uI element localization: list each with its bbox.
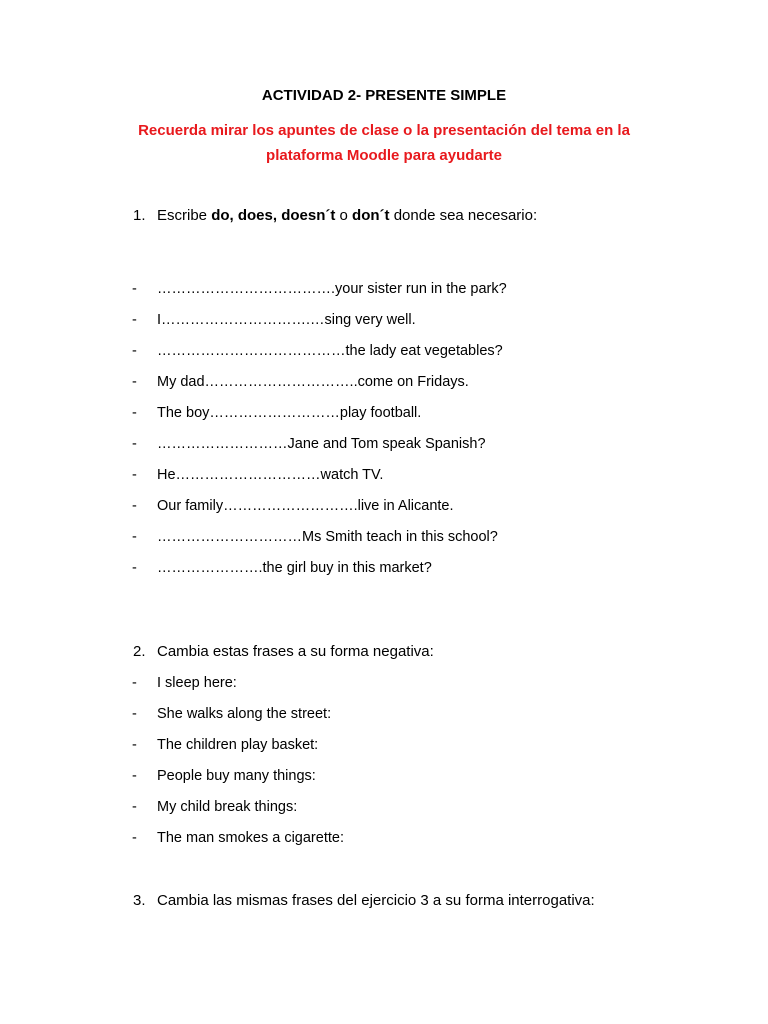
sentence-text: He…………………………watch TV.	[157, 467, 384, 483]
bullet-dash: -	[132, 281, 137, 297]
sentence-text: …………………………………the lady eat vegetables?	[157, 343, 503, 359]
sentence-text: People buy many things:	[157, 768, 316, 784]
sentence-text: Our family……………………….live in Alicante.	[157, 498, 454, 514]
bullet-dash: -	[132, 768, 137, 784]
sentence-text: The children play basket:	[157, 737, 319, 753]
question-3	[133, 892, 595, 909]
bullet-dash: -	[132, 498, 137, 514]
question-2	[133, 643, 434, 660]
question-1-number: 1.	[133, 207, 146, 224]
question-1-text-b: o	[335, 207, 353, 224]
sentence-text: The man smokes a cigarette:	[157, 830, 344, 846]
bullet-dash: -	[132, 374, 137, 390]
bullet-dash: -	[132, 529, 137, 545]
sentence-text: I………………………….…sing very well.	[157, 312, 416, 328]
question-1-text-a: Escribe	[157, 207, 212, 224]
question-1-bold-word-2: don´t	[352, 207, 390, 224]
bullet-dash: -	[132, 830, 137, 846]
question-2-number: 2.	[133, 643, 146, 660]
bullet-dash: -	[132, 675, 137, 691]
bullet-dash: -	[132, 343, 137, 359]
sentence-text: ……………………………….your sister run in the park?	[157, 281, 507, 297]
question-1-bold-words: do, does, doesn´t	[211, 207, 336, 224]
page-title: ACTIVIDAD 2- PRESENTE SIMPLE	[261, 87, 507, 104]
question-1-text-c: donde sea necesario:	[389, 207, 538, 224]
question-2-text: Cambia estas frases a su forma negativa:	[157, 643, 434, 660]
bullet-dash: -	[132, 560, 137, 576]
question-1	[133, 207, 537, 224]
question-3-text: Cambia las mismas frases del ejercicio 3 a su forma interrogativa:	[157, 892, 595, 909]
sentence-text: ………………………Jane and Tom speak Spanish?	[157, 436, 486, 452]
instructions-note: Recuerda mirar los apuntes de clase o la presentación del tema en la plataforma Moodle para ayudarte	[138, 122, 630, 164]
bullet-dash: -	[132, 467, 137, 483]
sentence-text: …………………………Ms Smith teach in this school?	[157, 529, 498, 545]
bullet-dash: -	[132, 312, 137, 328]
bullet-dash: -	[132, 405, 137, 421]
bullet-dash: -	[132, 436, 137, 452]
sentence-text: She walks along the street:	[157, 706, 332, 722]
bullet-dash: -	[132, 706, 137, 722]
question-3-number: 3.	[133, 892, 146, 909]
sentence-text: My child break things:	[157, 799, 298, 815]
bullet-dash: -	[132, 799, 137, 815]
sentence-text: My dad…………………………..come on Fridays.	[157, 374, 469, 390]
sentence-text: ………………….the girl buy in this market?	[157, 560, 432, 576]
sentence-text: I sleep here:	[157, 675, 237, 691]
bullet-dash: -	[132, 737, 137, 753]
sentence-text: The boy………………………play football.	[157, 405, 422, 421]
